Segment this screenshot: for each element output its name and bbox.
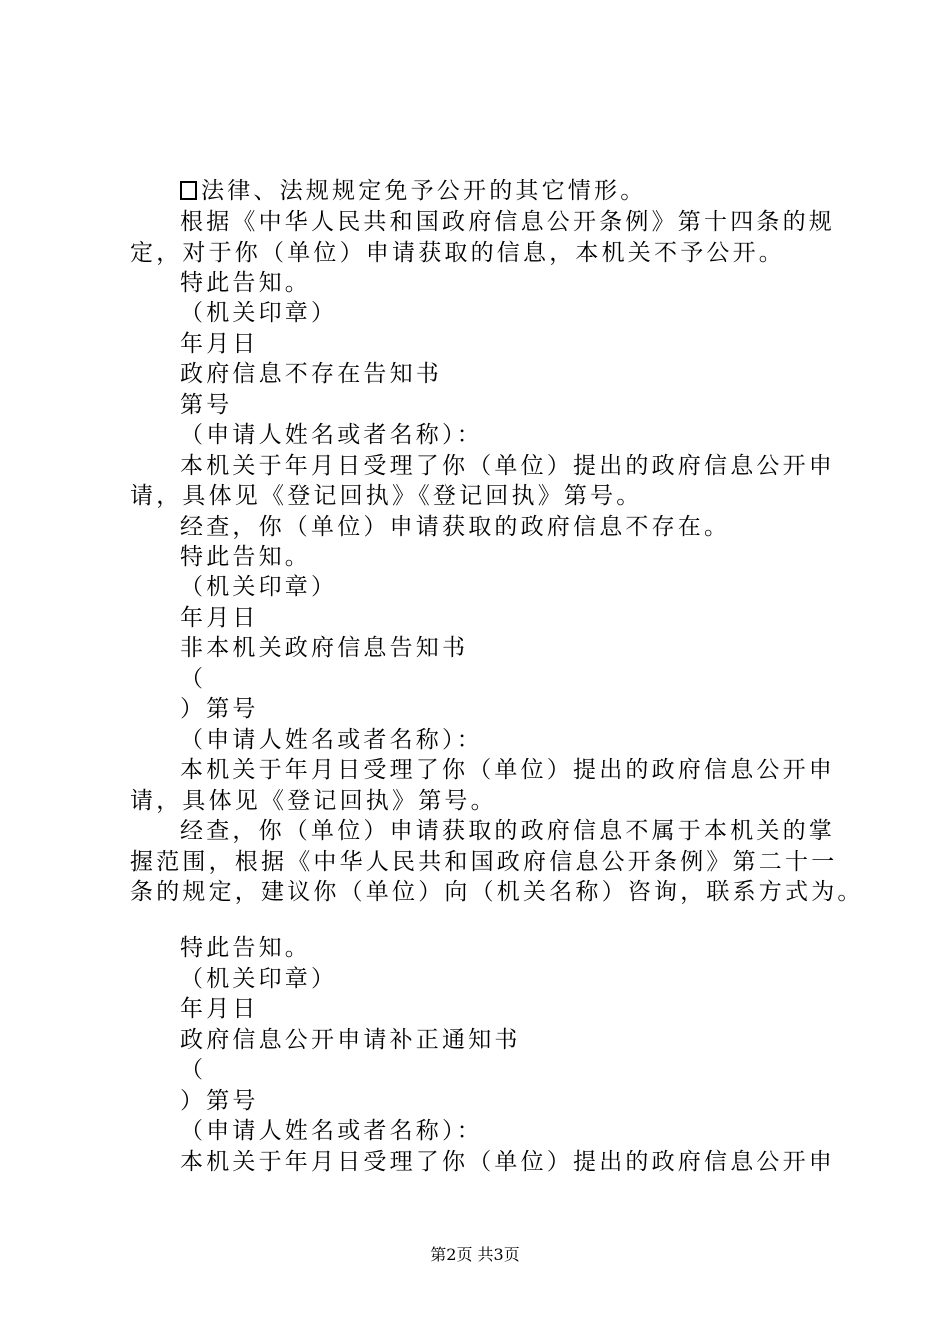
paragraph-line: 本机关于年月日受理了你（单位）提出的政府信息公开申: [180, 1149, 835, 1175]
notice-line: 特此告知。: [180, 935, 311, 961]
seal-placeholder: （机关印章）: [180, 966, 338, 992]
paragraph-line: 经查，你（单位）申请获取的政府信息不存在。: [180, 514, 731, 540]
paragraph-line: 经查，你（单位）申请获取的政府信息不属于本机关的掌: [180, 818, 835, 844]
seal-placeholder: （机关印章）: [180, 300, 338, 326]
section-title: 非本机关政府信息告知书: [180, 635, 469, 661]
paragraph-line: 请，具体见《登记回执》《登记回执》第号。: [130, 483, 643, 509]
page-footer: 第2页 共3页: [430, 1245, 520, 1264]
paragraph-line: 本机关于年月日受理了你（单位）提出的政府信息公开申: [180, 453, 835, 479]
notice-line: 特此告知。: [180, 270, 311, 296]
addressee-line: （申请人姓名或者名称）：: [180, 727, 483, 753]
checkbox-clause-line: [180, 176, 646, 206]
seal-placeholder: （机关印章）: [180, 574, 338, 600]
date-placeholder: 年月日: [180, 996, 259, 1022]
document-number-open: （: [180, 666, 207, 692]
paragraph-line: 请，具体见《登记回执》第号。: [130, 788, 497, 814]
paragraph-line: 根据《中华人民共和国政府信息公开条例》第十四条的规: [180, 209, 835, 235]
line-text: 法律、法规规定免予公开的其它情形。: [201, 178, 647, 204]
document-number-open: （: [180, 1057, 207, 1083]
paragraph-line: 定，对于你（单位）申请获取的信息，本机关不予公开。: [130, 240, 785, 266]
addressee-line: （申请人姓名或者名称）：: [180, 1118, 483, 1144]
document-number: 第号: [180, 392, 233, 418]
paragraph-line: 握范围，根据《中华人民共和国政府信息公开条例》第二十一: [130, 849, 838, 875]
paragraph-line: 条的规定，建议你（单位）向（机关名称）咨询，联系方式为。: [130, 879, 864, 905]
notice-line: 特此告知。: [180, 544, 311, 570]
section-title: 政府信息公开申请补正通知书: [180, 1027, 521, 1053]
section-title: 政府信息不存在告知书: [180, 361, 442, 387]
document-number: ）第号: [180, 696, 259, 722]
date-placeholder: 年月日: [180, 605, 259, 631]
document-number: ）第号: [180, 1088, 259, 1114]
date-placeholder: 年月日: [180, 331, 259, 357]
paragraph-line: 本机关于年月日受理了你（单位）提出的政府信息公开申: [180, 757, 835, 783]
checkbox-icon: [180, 181, 197, 200]
addressee-line: （申请人姓名或者名称）：: [180, 422, 483, 448]
